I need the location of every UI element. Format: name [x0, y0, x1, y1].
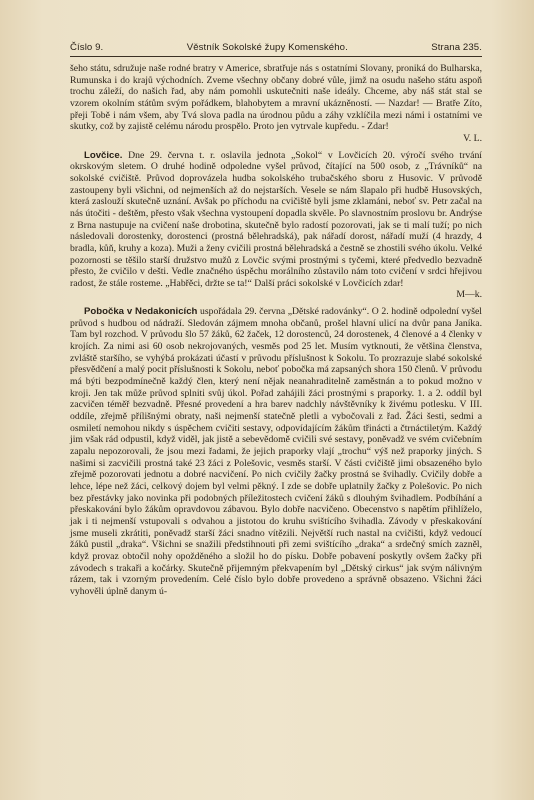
- lovcice-paragraph: [70, 150, 482, 290]
- pobocka-heading: Pobočka v Nedakonicích: [84, 306, 198, 318]
- journal-title: Věstník Sokolské župy Komenského.: [186, 42, 348, 53]
- header-rule: [70, 56, 482, 57]
- lovcice-signature: M—k.: [456, 289, 482, 301]
- intro-signature: V. L.: [463, 132, 482, 144]
- page-number: Strana 235.: [431, 42, 482, 53]
- running-header: [70, 42, 482, 53]
- pobocka-paragraph: [70, 306, 482, 597]
- intro-paragraph: šeho státu, sdružuje naše rodné bratry v Americe, sbratřuje nás s ostatními Slovany, proniká do Bulharska, Rumunska i do krajů východních. Zveme všechny občany dobré vůle, jimž na osudu našeho státu aspoň trochu záleží, do našich řad, aby nám pomohli uskutečniti naše ideály. Chceme, aby náš stát stal se vzorem okolním státům svým pořádkem, blahobytem a mravní ukázněností. — Nazdar! — Bratře Zíto, přeji Tobě i nám všem, aby Tvá slova padla na úrodnou půdu a záhy vzklíčila mezi námi i ostatními ve skutky, což by zajistě celému národu prospělo. Proto jen vytrvale kupředu. - Zdar!: [70, 63, 482, 133]
- lovcice-heading: Lovčice.: [84, 149, 123, 161]
- issue-number: Číslo 9.: [70, 42, 104, 53]
- lovcice-text: Dne 29. června t. r. oslavila jednota „Sokol“ v Lovčicích 20. výročí svého trvání okrskovým sletem. O druhé hodině odpoledne vyšel průvod, čítající na 500 osob, z „Trávníků“ na sokolské cvičiště. Průvod doprovázela hudba sokolského trubačského sboru z Husovic. V průvodě zastoupeny byli všichni, od nejmenších až do nejstarších. Vesele se nám šlapalo při hudbě Husovských, která zaslouží skutečně uznání. Avšak po příchodu na cvičiště byli jsme zklamáni, neboť sv. Petr začal na nás útočiti - deštěm, přesto však všechna vystoupení dopadla skvěle. Po slavnostním proslovu br. Andrýse z Brna nastupuje na cvičení naše drobotina, skutečně bylo radostí pozorovati, jak se ti malí tuží; po nich následovali dorostenky, dorostenci (prostná bělehradská), pak nářadí dorost, nářadí muží (4 hrazdy, 4 bradla, kůň, kruhy a koza). Muži a ženy cvičili prostná bělehradská a čestně se zhostili svého úkolu. Velké pozornosti se těšilo starší družstvo mužů z Lovčic svými prostnými s tyčemi, které předvedlo bezvadně přesto, že cvičilo v dešti. Vedle značného úspěchu morálního zůstavilo nám toto cvičení v srdci hřejivou radost, že stále rosteme. „Habřěci, držte se ta!“ Další práci sokolské v Lovčicích zdar!: [70, 149, 482, 289]
- article-body: [70, 63, 482, 598]
- pobocka-text: uspořádala 29. června „Dětské radovánky“. O 2. hodině odpolední vyšel průvod s hudbou od nádraží. Sledován zájmem mnoha občanů, prošel hlavní ulicí na dvůr pana Janíka. Tam byl rozchod. V průvodu šlo 57 žáků, 62 žaček, 12 dorostenců, 24 dorostenek, 4 členové a 4 členky v krojích. Za nimi asi 60 osob nekrojovaných, vesměs pod 25 let. Musím vytknouti, že většina členstva, zvláště staršího, se vyhýbá prokázati účastí v průvodu příslušnost k Sokolu. To prozrazuje slabé sokolské přesvědčení a malý pocit příslušnosti k Sokolu, neboť pobočka má zapsaných shora 150 členů. V průvodu má býti bezpodmínečně každý člen, který není nějak neanahraditelně zaměstnán a to pokud možno v kroji. Jen tak může průvod splniti svůj úkol. Pořad zahájili žáci prostnými s praporky. 1. a 2. oddíl byl zacvičen téměř bezvadně. Přesné provedení a hra barev nadchly návštěvníky k živému potlesku. V III. oddíle, zřejmě přílišnými obraty, naši nejmenší statečně pletli a vybočovali z řad. Žáci šesti, sedmi a osmiletí nemohou nikdy s úspěchem cvičiti sestavy, odpovídajícím žákům třinácti a čtrnáctiletým. Každý jim však rád odpustil, když viděl, jak jistě a sebevědomě cvičili své sestavy, poněvadž ve svém cvičebním zapalu nepozorovali, že jsou mezi řadami, že jejich praporky vlají „trochu“ výš než praporky jiných. S našimi si zacvičili prostná také 23 žáci z Polešovic, vesměs starší. V části cvičiště jimi obsazeného bylo zřejmě pozorovati jednotu a dobré nacvičení. Po nich cvičily žačky prostná se švihadly. Cvičily dobře a lehce, lépe než žáci, celkový dojem byl velmi pěkný. I zde se dobře uplatnily žačky z Polešovic. Po nich bez přestávky jako novinka při podobných příležitostech cvičení žáků s dlouhým švihadlem. Podbíhání a přeskakování bylo žákům opravdovou zábavou. Bylo dobře nacvičeno. Obecenstvo s napětím přihlíželo, jak i ti nejmenší vstupovali s odvahou a jistotou do kruhu svištícího švihadla. Závody v přeskakování jsme museli zkrátiti, poněvadž starší žáci snadno vítězili. Největší ruch nastal na cvičišti, když vedoucí žáků pustil „draka“. Všichni se snažili předstihnouti při zemi svištícího „draka“ a srdečný smích zazněl, když provaz obtočil nohy opožděného a složil ho do písku. Dobře pobavení poskytly ovšem žačky při závodech s trakaři a kočárky. Skutečně přijemným překvapením byl „Dětský cirkus“ jak svým nálivným rázem, tak i vzorným provedením. Celé číslo bylo dobře provedeno a správně obsazeno. Všichni žáci vyhověli úplně danym ú-: [70, 306, 482, 597]
